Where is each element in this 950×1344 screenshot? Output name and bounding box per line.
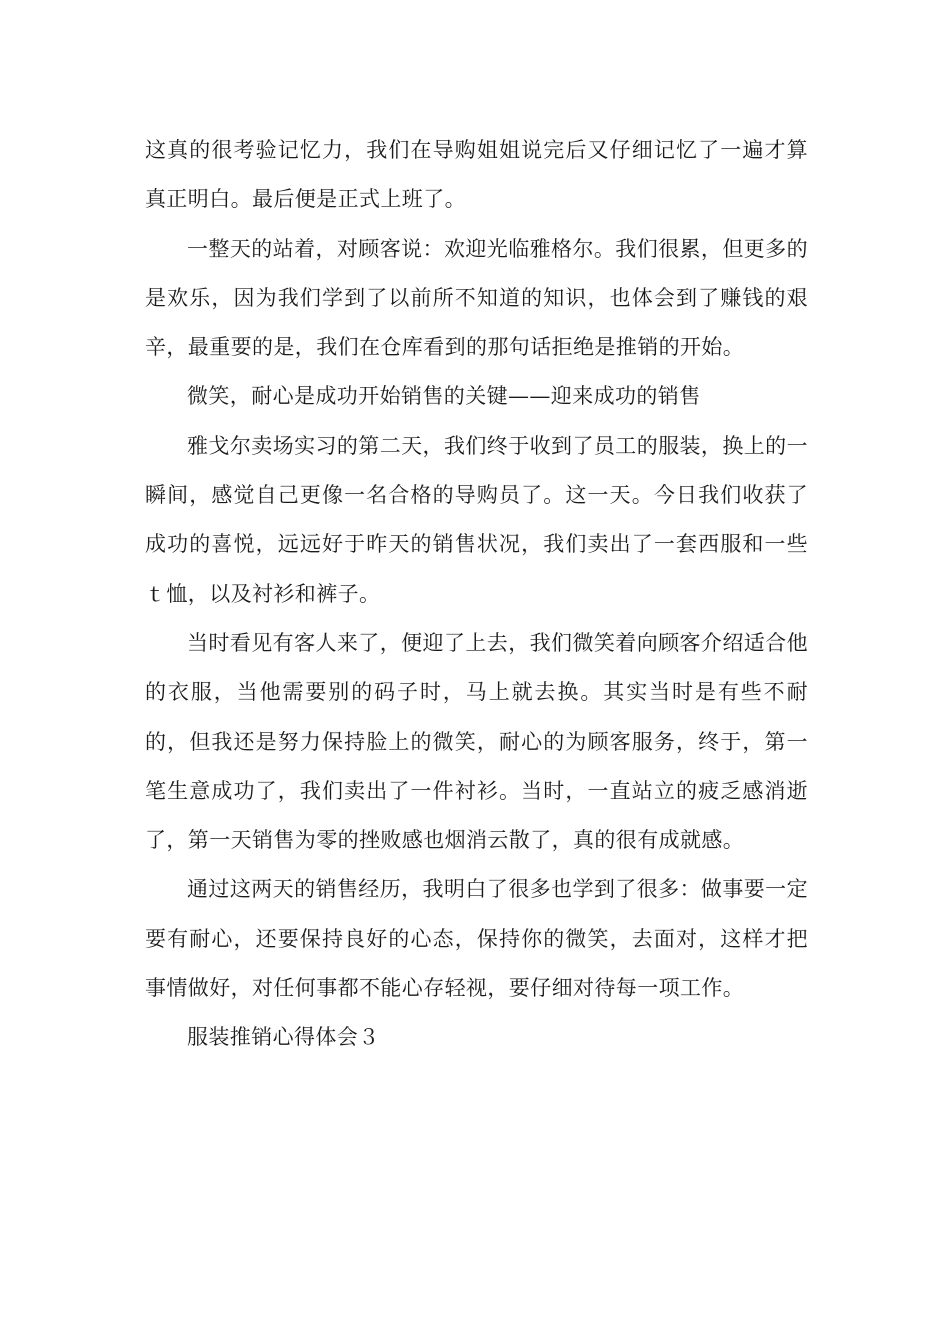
- section-title: 服装推销心得体会３: [187, 1025, 380, 1050]
- paragraph-continuation: 这真的很考验记忆力，我们在导购姐姐说完后又仔细记忆了一遍才算真正明白。最后便是正式上班了。: [145, 138, 808, 212]
- paragraph: 通过这两天的销售经历，我明白了很多也学到了很多：做事要一定要有耐心，还要保持良好的心态，保持你的微笑，去面对，这样才把事情做好，对任何事都不能心存轻视，要仔细对待每一项工作。: [145, 877, 808, 1001]
- paragraph: 一整天的站着，对顾客说：欢迎光临雅格尔。我们很累，但更多的是欢乐，因为我们学到了以前所不知道的知识，也体会到了赚钱的艰辛，最重要的是，我们在仓库看到的那句话拒绝是推销的开始。: [145, 236, 808, 360]
- paragraph: 当时看见有客人来了，便迎了上去，我们微笑着向顾客介绍适合他的衣服，当他需要别的码子时，马上就去换。其实当时是有些不耐的，但我还是努力保持脸上的微笑，耐心的为顾客服务，终于，第一笔生意成功了，我们卖出了一件衬衫。当时，一直站立的疲乏感消逝了，第一天销售为零的挫败感也烟消云散了，真的很有成就感。: [145, 630, 808, 853]
- section-heading: 微笑，耐心是成功开始销售的关键——迎来成功的销售: [187, 384, 701, 409]
- document-page: [145, 126, 808, 1063]
- paragraph: 雅戈尔卖场实习的第二天，我们终于收到了员工的服装，换上的一瞬间，感觉自己更像一名合格的导购员了。这一天。今日我们收获了成功的喜悦，远远好于昨天的销售状况，我们卖出了一套西服和一些ｔ恤，以及衬衫和裤子。: [145, 433, 808, 606]
